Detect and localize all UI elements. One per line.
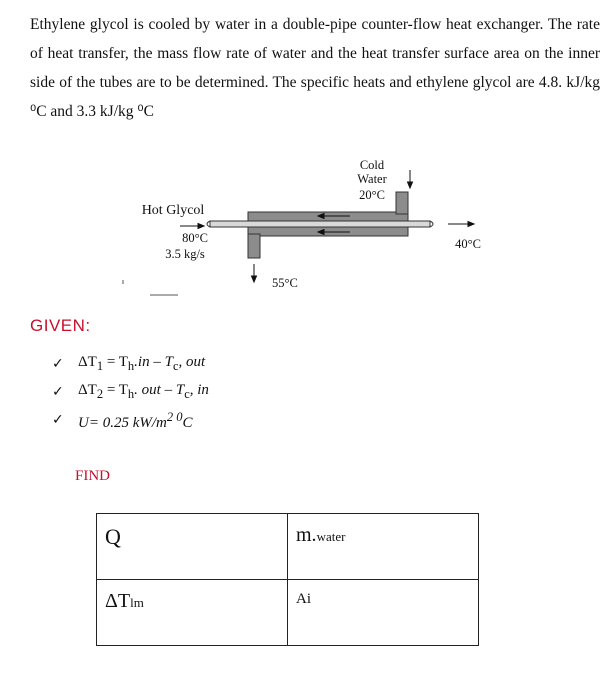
cold-water-label-2: Water (357, 172, 387, 186)
cold-water-label-1: Cold (359, 158, 385, 172)
checkmark-icon: ✓ (52, 412, 64, 428)
table-cell: Q (97, 514, 288, 580)
heat-exchanger-diagram (0, 150, 615, 310)
given-expression: $\Delta T_1 = T_h.in - T_c$, out (78, 354, 206, 373)
checkmark-icon: ✓ (52, 384, 64, 400)
cold-inlet-temp: 20°C (359, 188, 385, 202)
given-item (52, 378, 209, 406)
hot-outlet-temp: 40°C (455, 237, 481, 251)
table-row (97, 580, 479, 646)
given-heading: GIVEN: (30, 316, 91, 335)
find-table (96, 513, 479, 646)
given-item (52, 350, 209, 378)
cold-inlet-pipe (396, 192, 408, 214)
given-expression: U= 0.25 $kW/m^{2 0}C$ (78, 410, 193, 431)
hot-flow-rate: 3.5 kg/s (165, 247, 205, 261)
table-row (97, 514, 479, 580)
cold-outlet-pipe (248, 234, 260, 258)
checkmark-icon: ✓ (52, 356, 64, 372)
hot-outlet-arrow (448, 222, 474, 227)
given-expression: $\Delta T_2 = T_h$. out – $T_c$, in (78, 382, 209, 401)
table-cell: m.water (288, 514, 479, 580)
hot-inlet-temp: 80°C (182, 231, 208, 245)
cold-outlet-temp: 55°C (272, 276, 298, 290)
inner-tube (210, 221, 430, 227)
table-cell: ΔTlm (97, 580, 288, 646)
hot-inlet-arrow (180, 224, 204, 229)
hot-glycol-label: Hot Glycol (141, 203, 205, 218)
problem-statement: Ethylene glycol is cooled by water in a double-pipe counter-flow heat exchanger. The rate of heat transfer, the mass flow rate of water and the heat transfer surface area on the inner side of the tubes are to be determined. The specific heats and ethylene glycol are 4.8. kJ/kg ⁰C and 3.3 kJ/kg ⁰C (30, 16, 600, 120)
find-heading: FIND (75, 468, 111, 484)
given-list (52, 350, 209, 434)
table-cell: Ai (288, 580, 479, 646)
cold-inlet-arrow (408, 170, 413, 188)
cold-outlet-arrow (252, 264, 257, 282)
given-item (52, 406, 209, 434)
